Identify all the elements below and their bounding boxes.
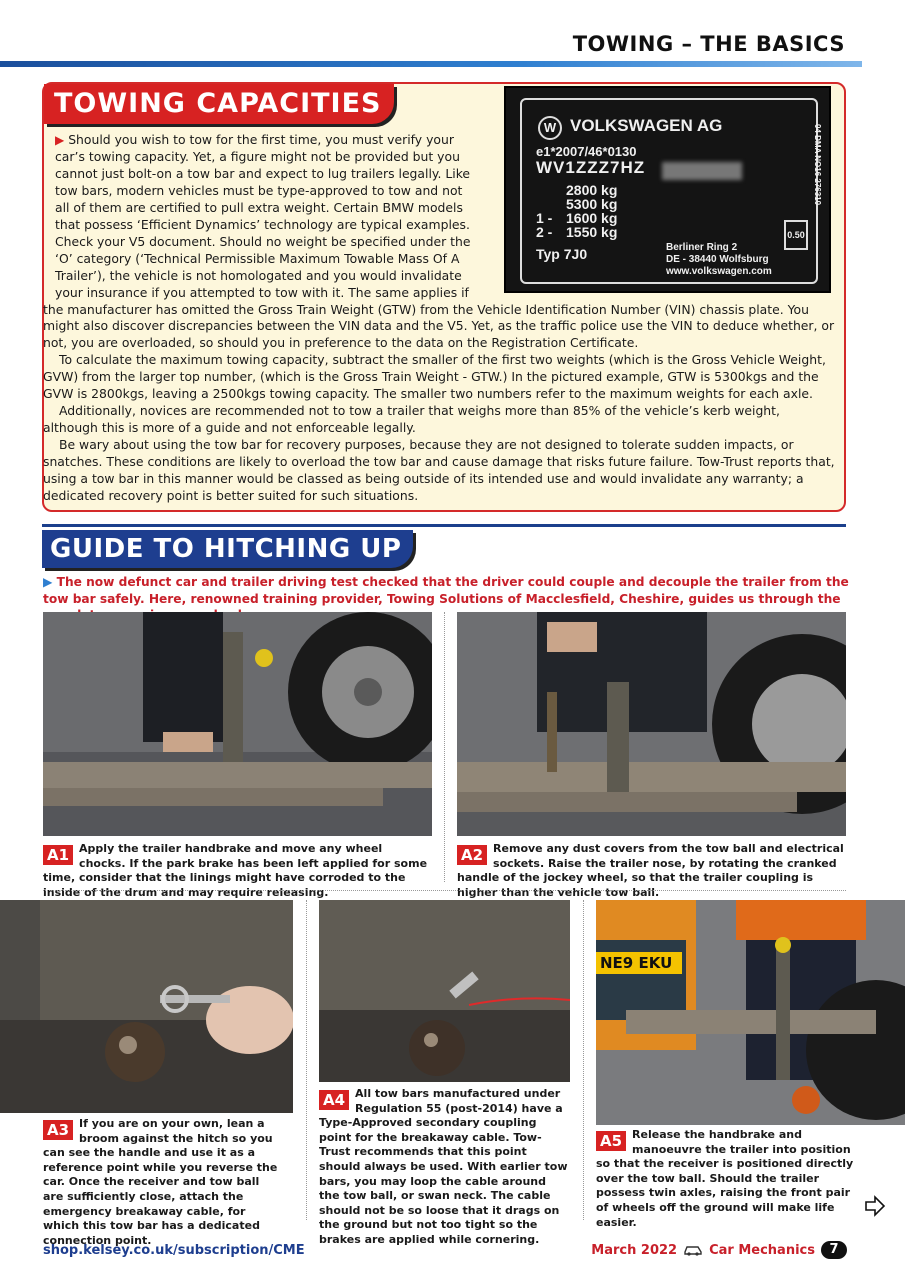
capacities-title: TOWING CAPACITIES (44, 84, 394, 124)
body-line: Trailer’), the vehicle is not homologated and you would invalidate (55, 267, 462, 283)
step-tag: A5 (596, 1131, 626, 1151)
step-tag: A3 (43, 1120, 73, 1140)
next-page-arrow-icon[interactable] (864, 1195, 886, 1217)
body-line: Should you wish to tow for the first time, you must verify your (68, 132, 454, 147)
body-line: ‘O’ category (‘Technical Permissible Maximum Towable Mass Of A (55, 250, 460, 266)
body-line: car’s towing capacity. Yet, a figure might not be provided but you (55, 148, 460, 164)
body-line: cannot just bolt-on a tow bar and expect to lug trailers legally. Like (55, 165, 471, 181)
step-caption-a1 (43, 842, 432, 900)
vw-logo-icon: W (538, 116, 562, 140)
step-text: Release the handbrake and manoeuvre the trailer into position so that the receiver is positioned directly over the tow ball. Should the trailer possess twin axles, raising the front pair of wheels off the ground will make life easier. (596, 1128, 854, 1229)
divider (43, 890, 846, 891)
step-tag: A4 (319, 1090, 349, 1110)
divider (306, 900, 307, 1220)
vin-address: www.volkswagen.com (666, 266, 772, 277)
body-line: all of them are certified to pull extra weight. Certain BMW models (55, 199, 463, 215)
number-plate: NE9 EKU (596, 952, 682, 974)
subscription-link[interactable]: shop.kelsey.co.uk/subscription/CME (43, 1243, 305, 1258)
vin-type: Typ 7J0 (536, 246, 588, 262)
vin-address: Berliner Ring 2 (666, 242, 738, 253)
vin-badge: 0.50 (784, 220, 808, 250)
divider (444, 612, 445, 882)
photo-a5 (596, 900, 905, 1125)
issue-date: March 2022 (591, 1242, 678, 1258)
step-text: Remove any dust covers from the tow ball and electrical sockets. Raise the trailer nose, by rotating the cranked handle of the jockey wheel, so that the trailer coupling is higher than the vehicle tow ball. (457, 842, 844, 899)
capacities-body (43, 132, 835, 505)
step-caption-a5 (596, 1128, 856, 1230)
step-caption-a4 (319, 1087, 570, 1248)
car-icon (683, 1244, 703, 1256)
body-line: your insurance if you attempted to tow with it. The same applies if (55, 284, 469, 300)
step-text: Apply the trailer handbrake and move any wheel chocks. If the park brake has been left applied for some time, consider that the linings might have corroded to the inside of the drum and may require releasing. (43, 842, 428, 899)
vin-weight: 2800 kg (566, 182, 618, 198)
section-label: TOWING – THE BASICS (572, 32, 845, 56)
vin-cert: e1*2007/46*0130 (536, 144, 637, 159)
section-rule (42, 524, 846, 527)
step-text: All tow bars manufactured under Regulation 55 (post-2014) have a Type-Approved secondary coupling point for the breakaway cable. Tow-Trust recommends that this point should always be used. With earlier tow bars, you may loop the cable around the tow ball, or swan neck. The cable should not be so loose that it drags on the ground but not too tight so the brakes are applied while cornering. (319, 1087, 568, 1246)
vin-weight: 1600 kg (566, 210, 618, 226)
body-paragraph: To calculate the maximum towing capacity, subtract the smaller of the first two weights (which is the Gross Vehicle Weight, GVW) from the larger top number, (which is the Gross Train Weight - GTW.) In the pictured example, GTW is 5300kgs and the GVW is 2800kgs, leaving a 2500kgs towing capacity. The smaller two numbers refer to the maximum weights for each axle. (43, 352, 826, 402)
vin-address: DE - 38440 Wolfsburg (666, 254, 769, 265)
page-number: 7 (821, 1241, 847, 1259)
body-paragraph: Additionally, novices are recommended not to tow a trailer that weighs more than 85% of the vehicle’s kerb weight, although this is more of a guide and not enforceable legally. (43, 403, 780, 436)
step-caption-a2 (457, 842, 846, 900)
guide-title: GUIDE TO HITCHING UP (42, 530, 413, 568)
vin-weight: 1550 kg (566, 224, 618, 240)
step-tag: A1 (43, 845, 73, 865)
body-line: tow bars, modern vehicles must be type-approved to tow and not (55, 182, 463, 198)
step-tag: A2 (457, 845, 487, 865)
vin-weight: 5300 kg (566, 196, 618, 212)
step-caption-a3 (43, 1117, 283, 1248)
magazine-name: Car Mechanics (709, 1242, 815, 1258)
body-paragraph: Be wary about using the tow bar for recovery purposes, because they are not designed to tolerate sudden impacts, or snatches. These conditions are likely to overload the tow bar and cause damage that risks future failure. Tow-Trust reports that, using a tow bar in this manner would be classed as being outside of its intended use and would invalidate any warranty; a dedicated recovery point is better suited for such situations. (43, 437, 835, 504)
top-rule (0, 61, 862, 67)
photo-a4 (319, 900, 570, 1082)
photo-a3 (0, 900, 293, 1113)
guide-intro-text: The now defunct car and trailer driving test checked that the driver could couple and decouple the trailer from the tow bar safely. Here, renowned training provider, Towing Solutions of Macclesfield, Cheshire, guides us through the (43, 575, 849, 606)
vin-side-code: 04 DMA NO16 276310 (813, 124, 822, 206)
photo-a2 (457, 612, 846, 836)
body-paragraph: the manufacturer has omitted the Gross Train Weight (GTW) from the Vehicle Identification Number (VIN) chassis plate. You might also discover discrepancies between the VIN data and the V5. Yet, as the traffic police use the VIN to deduce whether, or not, you are overloaded, so should you in preference to the data on the Registration Certificate. (43, 301, 835, 351)
vin-axle: 2 - (536, 224, 553, 240)
play-triangle-icon: ▶ (43, 575, 53, 589)
step-text: If you are on your own, lean a broom against the hitch so you can see the handle and use it as a reference point while you reverse the car. Once the receiver and tow ball are sufficiently close, attach the emergency breakaway cable, for which this tow bar has a dedicated connection point. (43, 1117, 278, 1247)
play-triangle-icon: ▶ (55, 133, 65, 147)
vin-axle: 1 - (536, 210, 553, 226)
body-line: Check your V5 document. Should no weight be specified under the (55, 233, 471, 249)
photo-a1 (43, 612, 432, 836)
vin-maker: VOLKSWAGEN AG (570, 116, 723, 135)
body-line: that possess ‘Efficient Dynamics’ technology are typical examples. (55, 216, 470, 232)
footer-issue (591, 1241, 847, 1259)
vin-number: WV1ZZZ7HZ (536, 158, 646, 177)
divider (583, 900, 584, 1220)
